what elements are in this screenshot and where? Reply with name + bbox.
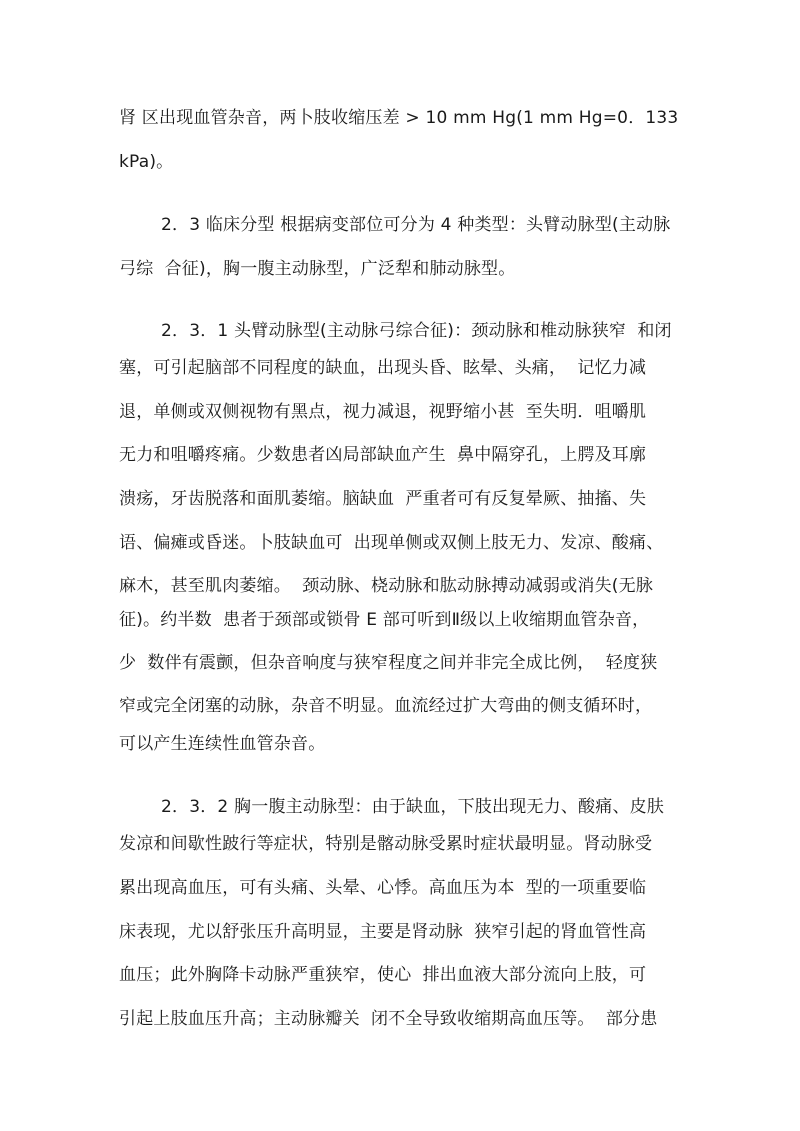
text-line: kPa)。	[119, 152, 174, 172]
text-line: 征)。约半数 患者于颈部或锁骨 E 部可听到Ⅱ级以上收缩期血管杂音，	[119, 610, 650, 630]
text-line: 肾 区出现血管杂音，两卜肢收缩压差 > 10 mm Hg(1 mm Hg=0．133	[119, 108, 679, 128]
text-line: 累出现高血压，可有头痛、头晕、心悸。高血压为本 型的一项重要临	[119, 878, 647, 898]
text-line: 无力和咀嚼疼痛。少数患者凶局部缺血产生 鼻中隔穿孔，上腭及耳廓	[119, 445, 647, 465]
text-line: 弓综 合征)，胸一腹主动脉型，广泛犁和肺动脉型。	[119, 259, 516, 279]
text-line: 血压；此外胸降卡动脉严重狭窄，使心 排出血液大部分流向上肢，可	[119, 965, 647, 985]
text-line: 2．3．2 胸一腹主动脉型：由于缺血，下肢出现无力、酸痛、皮肤	[161, 797, 665, 817]
text-line: 可以产生连续性血管杂音。	[119, 734, 326, 754]
text-line: 引起上肢血压升高；主动脉瓣关 闭不全导致收缩期高血压等。 部分患	[119, 1009, 658, 1029]
text-line: 床表现，尤以舒张压升高明显，主要是肾动脉 狭窄引起的肾血管性高	[119, 922, 647, 942]
text-line: 2．3．1 头臂动脉型(主动脉弓综合征)：颈动脉和椎动脉狭窄 和闭	[161, 321, 672, 341]
text-line: 发凉和间歇性跛行等症状，特别是髂动脉受累时症状最明显。肾动脉受	[119, 834, 653, 854]
text-line: 退，单侧或双侧视物有黑点，视力减退，视野缩小甚 至失明．咀嚼肌	[119, 402, 647, 422]
text-line: 塞，可引起脑部不同程度的缺血，出现头昏、眩晕、头痛， 记忆力减	[119, 358, 647, 378]
text-line: 窄或完全闭塞的动脉，杂音不明显。血流经过扩大弯曲的侧支循环时，	[119, 696, 653, 716]
text-line: 麻木，甚至肌肉萎缩。 颈动脉、桡动脉和肱动脉搏动减弱或消失(无脉	[119, 576, 654, 596]
text-line: 少 数伴有震颤，但杂音响度与狭窄程度之间并非完全成比例， 轻度狭	[119, 653, 658, 673]
text-line: 溃疡，牙齿脱落和面肌萎缩。脑缺血 严重者可有反复晕厥、抽搐、失	[119, 489, 647, 509]
text-line: 2．3 临床分型 根据病变部位可分为 4 种类型：头臂动脉型(主动脉	[161, 215, 671, 235]
text-line: 语、偏瘫或昏迷。卜肢缺血可 出现单侧或双侧上肢无力、发凉、酸痛、	[119, 533, 664, 553]
